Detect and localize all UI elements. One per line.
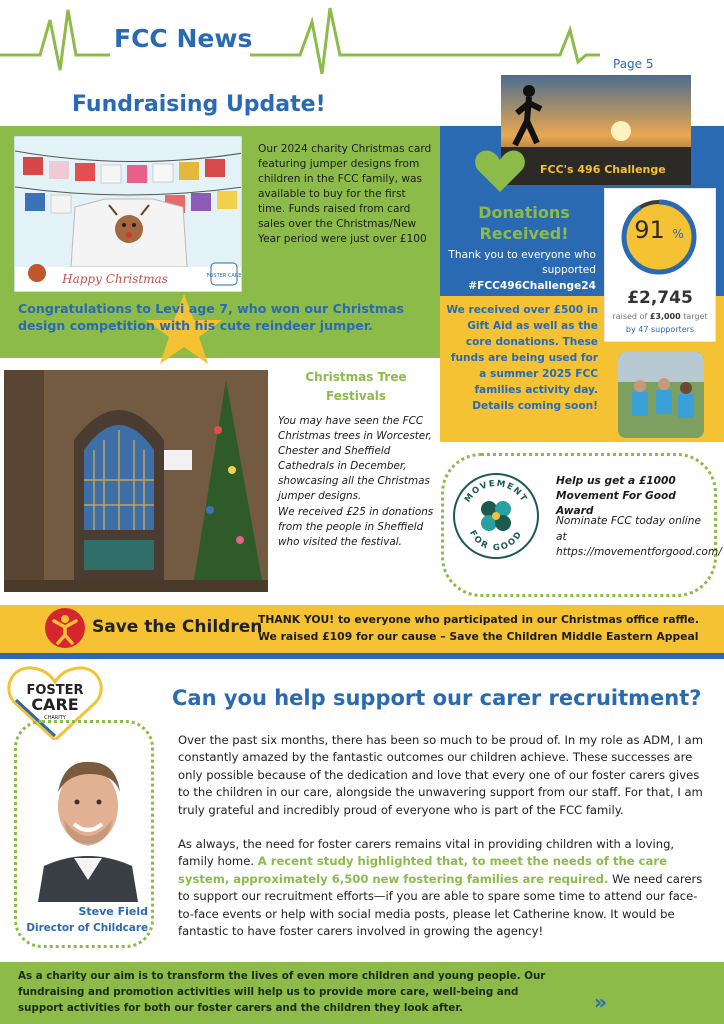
progress-percent-sign: %	[672, 227, 684, 241]
recruitment-title: Can you help support our carer recruitment?	[172, 686, 702, 710]
tree-festival-text	[278, 414, 436, 550]
person-role: Director of Childcare	[26, 922, 148, 934]
competition-congrats: Congratulations to Levi age 7, who won our Christmas design competition with his cute reindeer jumper.	[18, 301, 404, 333]
mfg-heading: Help us get a £1000 Movement For Good Award	[556, 475, 676, 517]
progress-percent-value: 91	[634, 216, 665, 244]
christmas-card-image	[14, 136, 242, 292]
team-photo	[618, 352, 704, 438]
para2-end: We need carers to support our recruitment efforts—if you are able to spare some time to attend our face-to-face events or help with social media posts, please let Catherine know. It would be fantastic to have foster carers involved in growing the agency!	[178, 871, 703, 939]
mfg-logo-bottom: FOR GOOD	[467, 528, 526, 554]
supporters-line	[604, 325, 716, 334]
recruitment-paragraph-2	[178, 836, 706, 940]
steve-field-photo	[30, 740, 146, 902]
gift-aid-text: We received over £500 in Gift Aid as well as the core donations. These funds are being used for a summer 2025 FCC families activity day. Details coming soon!	[446, 304, 598, 412]
charity-aim-text: As a charity our aim is to transform the lives of even more children and young people. Our fundraising and promotion activities will help us to provide more care, well-being and support activities for both our foster carers and the children they look after.	[18, 970, 546, 1014]
heart-icon	[474, 148, 526, 194]
tree-festival-text-2: We received £25 in donations from the people in Sheffield who visited the festival.	[278, 505, 434, 548]
supporters-prefix: by	[625, 325, 636, 334]
raffle-message	[258, 611, 718, 645]
amount-raised: £2,745	[627, 288, 693, 308]
mfg-nominate-text: Nominate FCC today online at https://movementforgood.com/	[556, 515, 722, 558]
card-logo-text: FOSTER CARE	[206, 273, 242, 279]
blue-divider	[0, 653, 724, 659]
target-line	[604, 312, 716, 321]
target-suffix: target	[683, 312, 708, 321]
challenge-caption: FCC's 496 Challenge	[540, 163, 666, 176]
tree-festival-text-1: You may have seen the FCC Christmas trees in Worcester, Chester and Sheffield Cathedrals in December, showcasing all the Christmas jumper designs.	[278, 415, 432, 503]
progress-percent	[618, 216, 700, 244]
raffle-line-1: THANK YOU! to everyone who participated in our Christmas office raffle.	[258, 613, 699, 626]
tree-festival-title: Christmas Tree Festivals	[305, 370, 407, 403]
para2-start: As always, the need for foster carers remains vital in providing children with a loving, family home.	[178, 837, 675, 869]
logo-charity: CHARITY	[44, 715, 66, 721]
supporters-count: 47 supporters	[638, 325, 695, 334]
page-number: Page 5	[613, 57, 654, 71]
logo-care: CARE	[31, 695, 79, 714]
next-page-arrow-icon[interactable]: »	[594, 990, 607, 1014]
card-caption: Happy Christmas	[62, 272, 168, 286]
donations-hashtag: #FCC496Challenge24	[468, 280, 596, 292]
target-prefix: raised of	[612, 312, 648, 321]
movement-for-good-logo	[452, 472, 540, 560]
save-the-children-name: Save the Children	[92, 617, 263, 637]
donations-title: Donations Received!	[478, 203, 570, 243]
person-name: Steve Field	[78, 905, 148, 918]
mfg-logo-top: MOVEMENT	[462, 478, 530, 505]
donations-thanks: Thank you to everyone who supported	[448, 249, 596, 276]
recruitment-paragraph-1: Over the past six months, there has been so much to be proud of. In my role as ADM, I am constantly amazed by the fantastic outcomes our children achieve. These successes are only possible because of the dedication and love that every one of our foster carers gives to the children in our care, alongside the unwavering support from our staff. For that, I am truly grateful and incredibly proud of everyone who is part of the FCC family.	[178, 733, 703, 817]
para2-highlight: A recent study highlighted that, to meet the needs of the care system, approximately 6,500 new fostering families are required.	[178, 854, 667, 886]
cathedral-tree-image	[4, 370, 268, 592]
newsletter-title: FCC News	[114, 24, 253, 53]
target-amount: £3,000	[649, 312, 681, 321]
raffle-line-2: We raised £109 for our cause – Save the Children Middle Eastern Appeal	[258, 630, 699, 643]
section-title: Fundraising Update!	[72, 92, 326, 117]
christmas-card-text: Our 2024 charity Christmas card featuring jumper designs from children in the FCC family, was available to buy for the first time. Funds raised from card sales over the Christmas/New Year period were just over £100	[258, 143, 432, 245]
logo-foster: FOSTER	[26, 683, 84, 698]
save-the-children-logo-icon	[44, 607, 86, 649]
